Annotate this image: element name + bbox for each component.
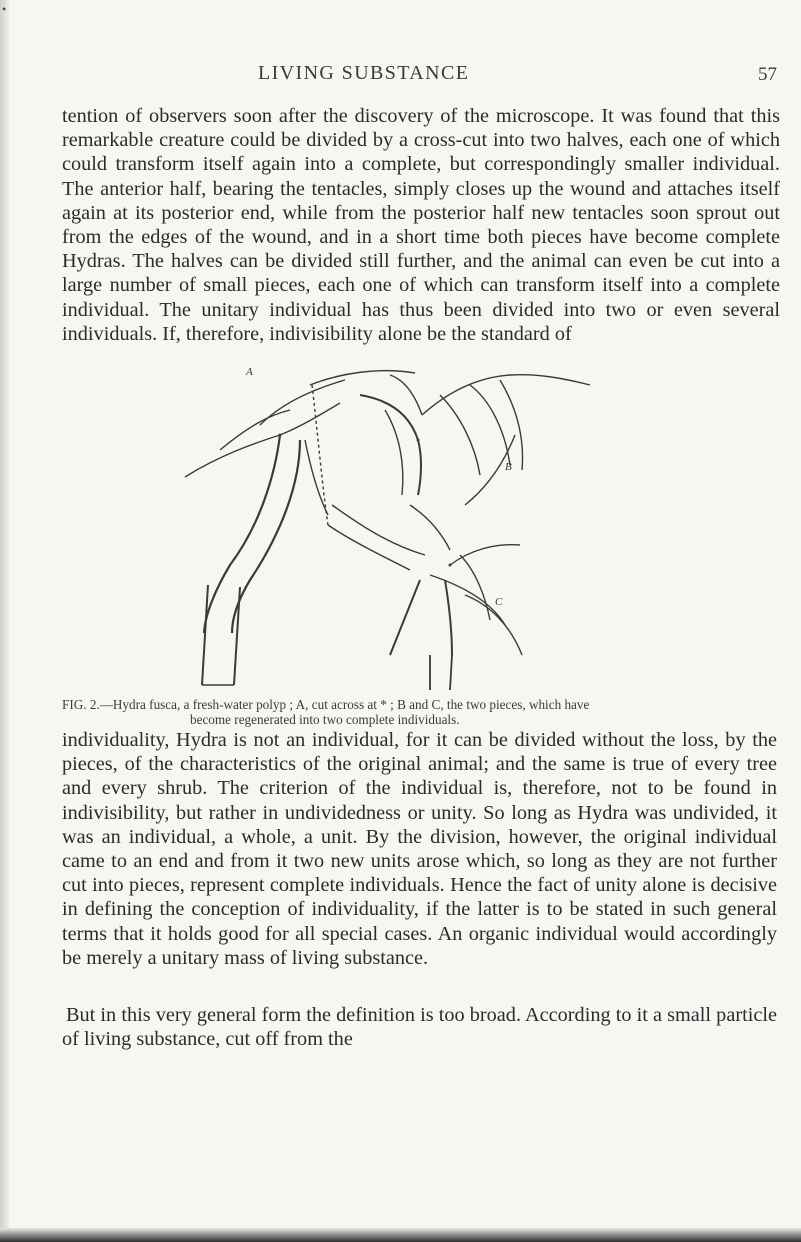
caption-line-2: become regenerated into two complete individuals. bbox=[190, 712, 460, 727]
paragraph-3: But in this very general form the definition is too broad. According to it a small particle of living substance, cut off from the bbox=[62, 1004, 777, 1051]
polyp-b-tentacle bbox=[440, 395, 480, 475]
polyp-a-tentacle bbox=[260, 380, 345, 425]
polyp-c-tentacle bbox=[460, 555, 490, 620]
hydra-figure bbox=[160, 355, 620, 690]
polyp-a-body bbox=[204, 435, 280, 633]
figure-label-a: A bbox=[246, 366, 253, 378]
polyp-b-tentacle bbox=[422, 375, 590, 415]
polyp-a-stalk bbox=[312, 385, 328, 525]
polyp-a-tentacle bbox=[310, 371, 415, 385]
paragraph-1: tention of observers soon after the discovery of the microscope. It was found that this remarkable creature could be divided by a cross-cut into two halves, each one of which could transform itself again into a complete, but correspondingly smaller individual. The anterior half, bearing the tentacles, simply closes up the wound and attaches itself again at its posterior end, while from the posterior half new tentacles soon sprout out from the edges of the wound, and in a short time both pieces have become complete Hydras. The halves can be divided still further, and the animal can even be cut into a large number of small pieces, each one of which can transform itself into a complete individual. The unitary individual has thus been divided into two or even several individuals. If, therefore, indivisibility alone be the standard of bbox=[62, 105, 780, 345]
polyp-b-body bbox=[385, 410, 403, 495]
corner-mark: • bbox=[2, 2, 7, 16]
figure-label-b: B bbox=[505, 461, 512, 473]
polyp-b-body bbox=[360, 395, 421, 495]
polyp-a-tentacle bbox=[185, 403, 340, 477]
polyp-b-tentacle bbox=[500, 380, 523, 470]
polyp-c-body bbox=[445, 580, 452, 655]
page-number: 57 bbox=[758, 64, 777, 85]
figure-caption bbox=[62, 697, 777, 727]
polyp-a-body bbox=[232, 440, 300, 633]
page-bottom-shadow bbox=[0, 1228, 801, 1242]
figure-label-c: C bbox=[495, 596, 503, 608]
polyp-c-tentacle bbox=[430, 575, 505, 625]
paragraph-2: individuality, Hydra is not an individual, for it can be divided without the loss, by the pieces, of the characteristics of the original animal; and the same is true of every tree and every shrub. The criterion of the individual is, therefore, not to be found in indivisibility, but rather in undividedness or unity. So long as Hydra was undivided, it was an individual, a whole, a unit. By the division, however, the original individual came to an end and from it two new units arose which, so long as they are not further cut into pieces, represent complete individuals. Hence the fact of unity alone is decisive in defining the conception of individuality, if the latter is to be stated in such general terms that it holds good for all special cases. An organic individual would accordingly be merely a unitary mass of living substance. bbox=[62, 729, 777, 969]
polyp-c-body bbox=[390, 580, 420, 655]
page-edge-shadow bbox=[0, 0, 9, 1242]
hydra-illustration bbox=[160, 355, 620, 690]
running-header: LIVING SUBSTANCE bbox=[258, 62, 470, 84]
polyp-b-tentacle bbox=[470, 385, 510, 465]
caption-line-1: FIG. 2.—Hydra fusca, a fresh-water polyp ; A, cut across at * ; B and C, the two pieces, which have bbox=[62, 697, 590, 712]
